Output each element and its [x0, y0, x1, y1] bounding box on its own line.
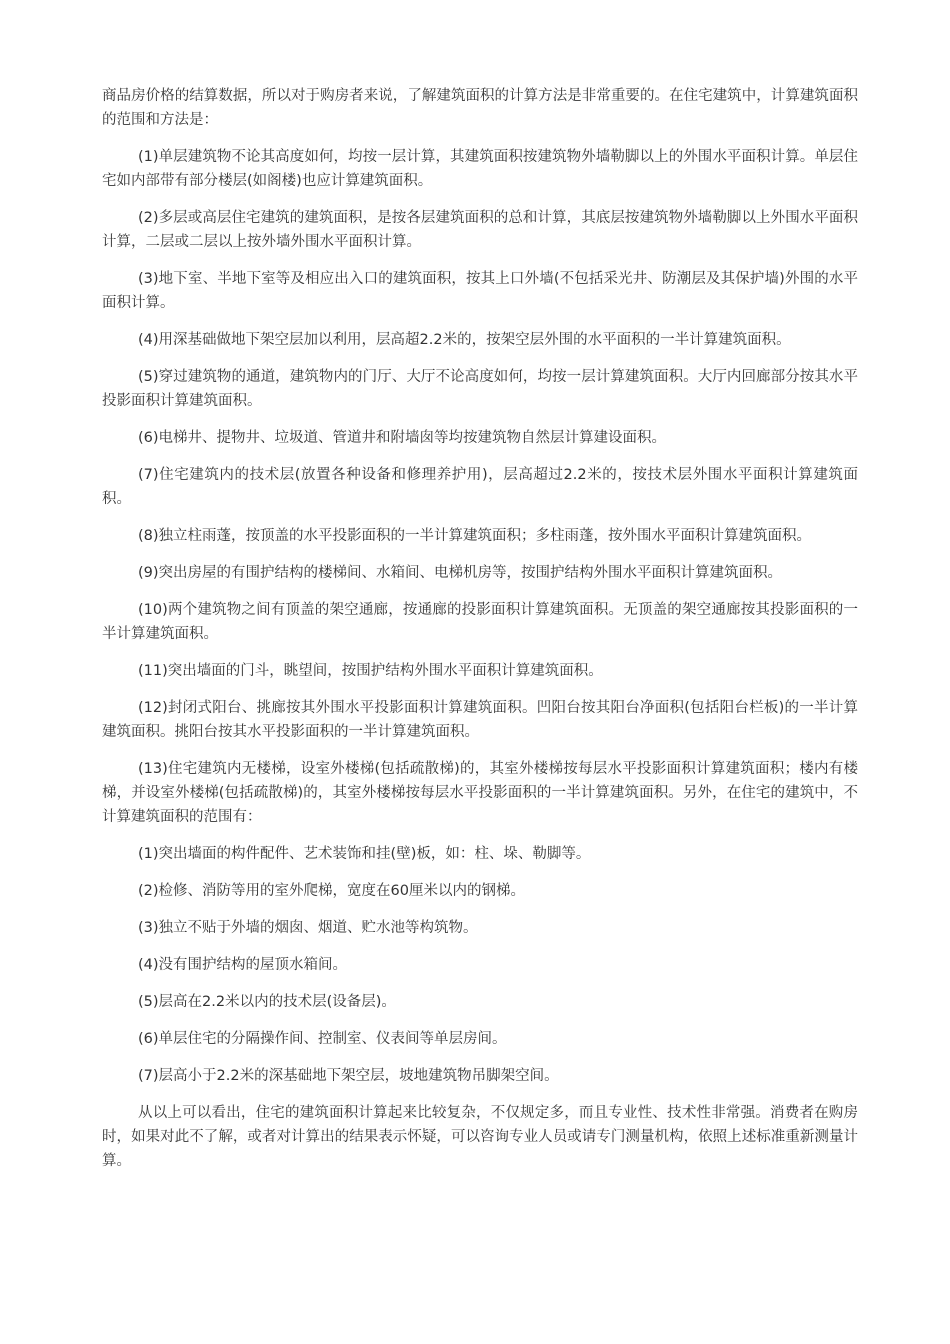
excluded-item-5: (5)层高在2.2米以内的技术层(设备层)。 [138, 994, 396, 1010]
intro-paragraph: 商品房价格的结算数据，所以对于购房者来说，了解建筑面积的计算方法是非常重要的。在住宅建筑中，计算建筑面积的范围和方法是： [102, 88, 858, 128]
excluded-item-3: (3)独立不贴于外墙的烟囱、烟道、贮水池等构筑物。 [138, 920, 478, 936]
included-item-7: (7)住宅建筑内的技术层(放置各种设备和修理养护用)，层高超过2.2米的，按技术层外围水平面积计算建筑面积。 [102, 467, 858, 507]
included-item-10: (10)两个建筑物之间有顶盖的架空通廊，按通廊的投影面积计算建筑面积。无顶盖的架空通廊按其投影面积的一半计算建筑面积。 [102, 602, 858, 642]
included-item-6: (6)电梯井、提物井、垃圾道、管道井和附墙囱等均按建筑物自然层计算建设面积。 [138, 430, 667, 446]
included-item-8: (8)独立柱雨蓬，按顶盖的水平投影面积的一半计算建筑面积；多柱雨蓬，按外围水平面积计算建筑面积。 [138, 528, 812, 544]
included-item-9: (9)突出房屋的有围护结构的楼梯间、水箱间、电梯机房等，按围护结构外围水平面积计算建筑面积。 [138, 565, 783, 581]
excluded-item-1: (1)突出墙面的构件配件、艺术装饰和挂(壁)板，如：柱、垛、勒脚等。 [138, 846, 591, 862]
conclusion-paragraph: 从以上可以看出，住宅的建筑面积计算起来比较复杂，不仅规定多，而且专业性、技术性非常强。消费者在购房时，如果对此不了解，或者对计算出的结果表示怀疑，可以咨询专业人员或请专门测量机构，依照上述标准重新测量计算。 [102, 1105, 858, 1169]
included-item-5: (5)穿过建筑物的通道，建筑物内的门厅、大厅不论高度如何，均按一层计算建筑面积。大厅内回廊部分按其水平投影面积计算建筑面积。 [102, 369, 858, 409]
included-item-3: (3)地下室、半地下室等及相应出入口的建筑面积，按其上口外墙(不包括采光井、防潮层及其保护墙)外围的水平面积计算。 [102, 271, 858, 311]
included-item-4: (4)用深基础做地下架空层加以利用，层高超2.2米的，按架空层外围的水平面积的一半计算建筑面积。 [138, 332, 791, 348]
included-item-2: (2)多层或高层住宅建筑的建筑面积，是按各层建筑面积的总和计算，其底层按建筑物外墙勒脚以上外围水平面积计算，二层或二层以上按外墙外围水平面积计算。 [102, 210, 858, 250]
included-item-13: (13)住宅建筑内无楼梯，设室外楼梯(包括疏散梯)的，其室外楼梯按每层水平投影面积计算建筑面积；楼内有楼梯，并设室外楼梯(包括疏散梯)的，其室外楼梯按每层水平投影面积的一半计算建筑面积。另外，在住宅的建筑中，不计算建筑面积的范围有： [102, 761, 858, 825]
included-item-12: (12)封闭式阳台、挑廊按其外围水平投影面积计算建筑面积。凹阳台按其阳台净面积(包括阳台栏板)的一半计算建筑面积。挑阳台按其水平投影面积的一半计算建筑面积。 [102, 700, 858, 740]
included-item-1: (1)单层建筑物不论其高度如何，均按一层计算，其建筑面积按建筑物外墙勒脚以上的外围水平面积计算。单层住宅如内部带有部分楼层(如阁楼)也应计算建筑面积。 [102, 149, 858, 189]
included-item-11: (11)突出墙面的门斗，眺望间，按围护结构外围水平面积计算建筑面积。 [138, 663, 603, 679]
excluded-item-2: (2)检修、消防等用的室外爬梯，宽度在60厘米以内的钢梯。 [138, 883, 525, 899]
document-body [102, 84, 858, 1186]
excluded-item-4: (4)没有围护结构的屋顶水箱间。 [138, 957, 348, 973]
excluded-item-7: (7)层高小于2.2米的深基础地下架空层，坡地建筑物吊脚架空间。 [138, 1068, 559, 1084]
excluded-item-6: (6)单层住宅的分隔操作间、控制室、仪表间等单层房间。 [138, 1031, 507, 1047]
